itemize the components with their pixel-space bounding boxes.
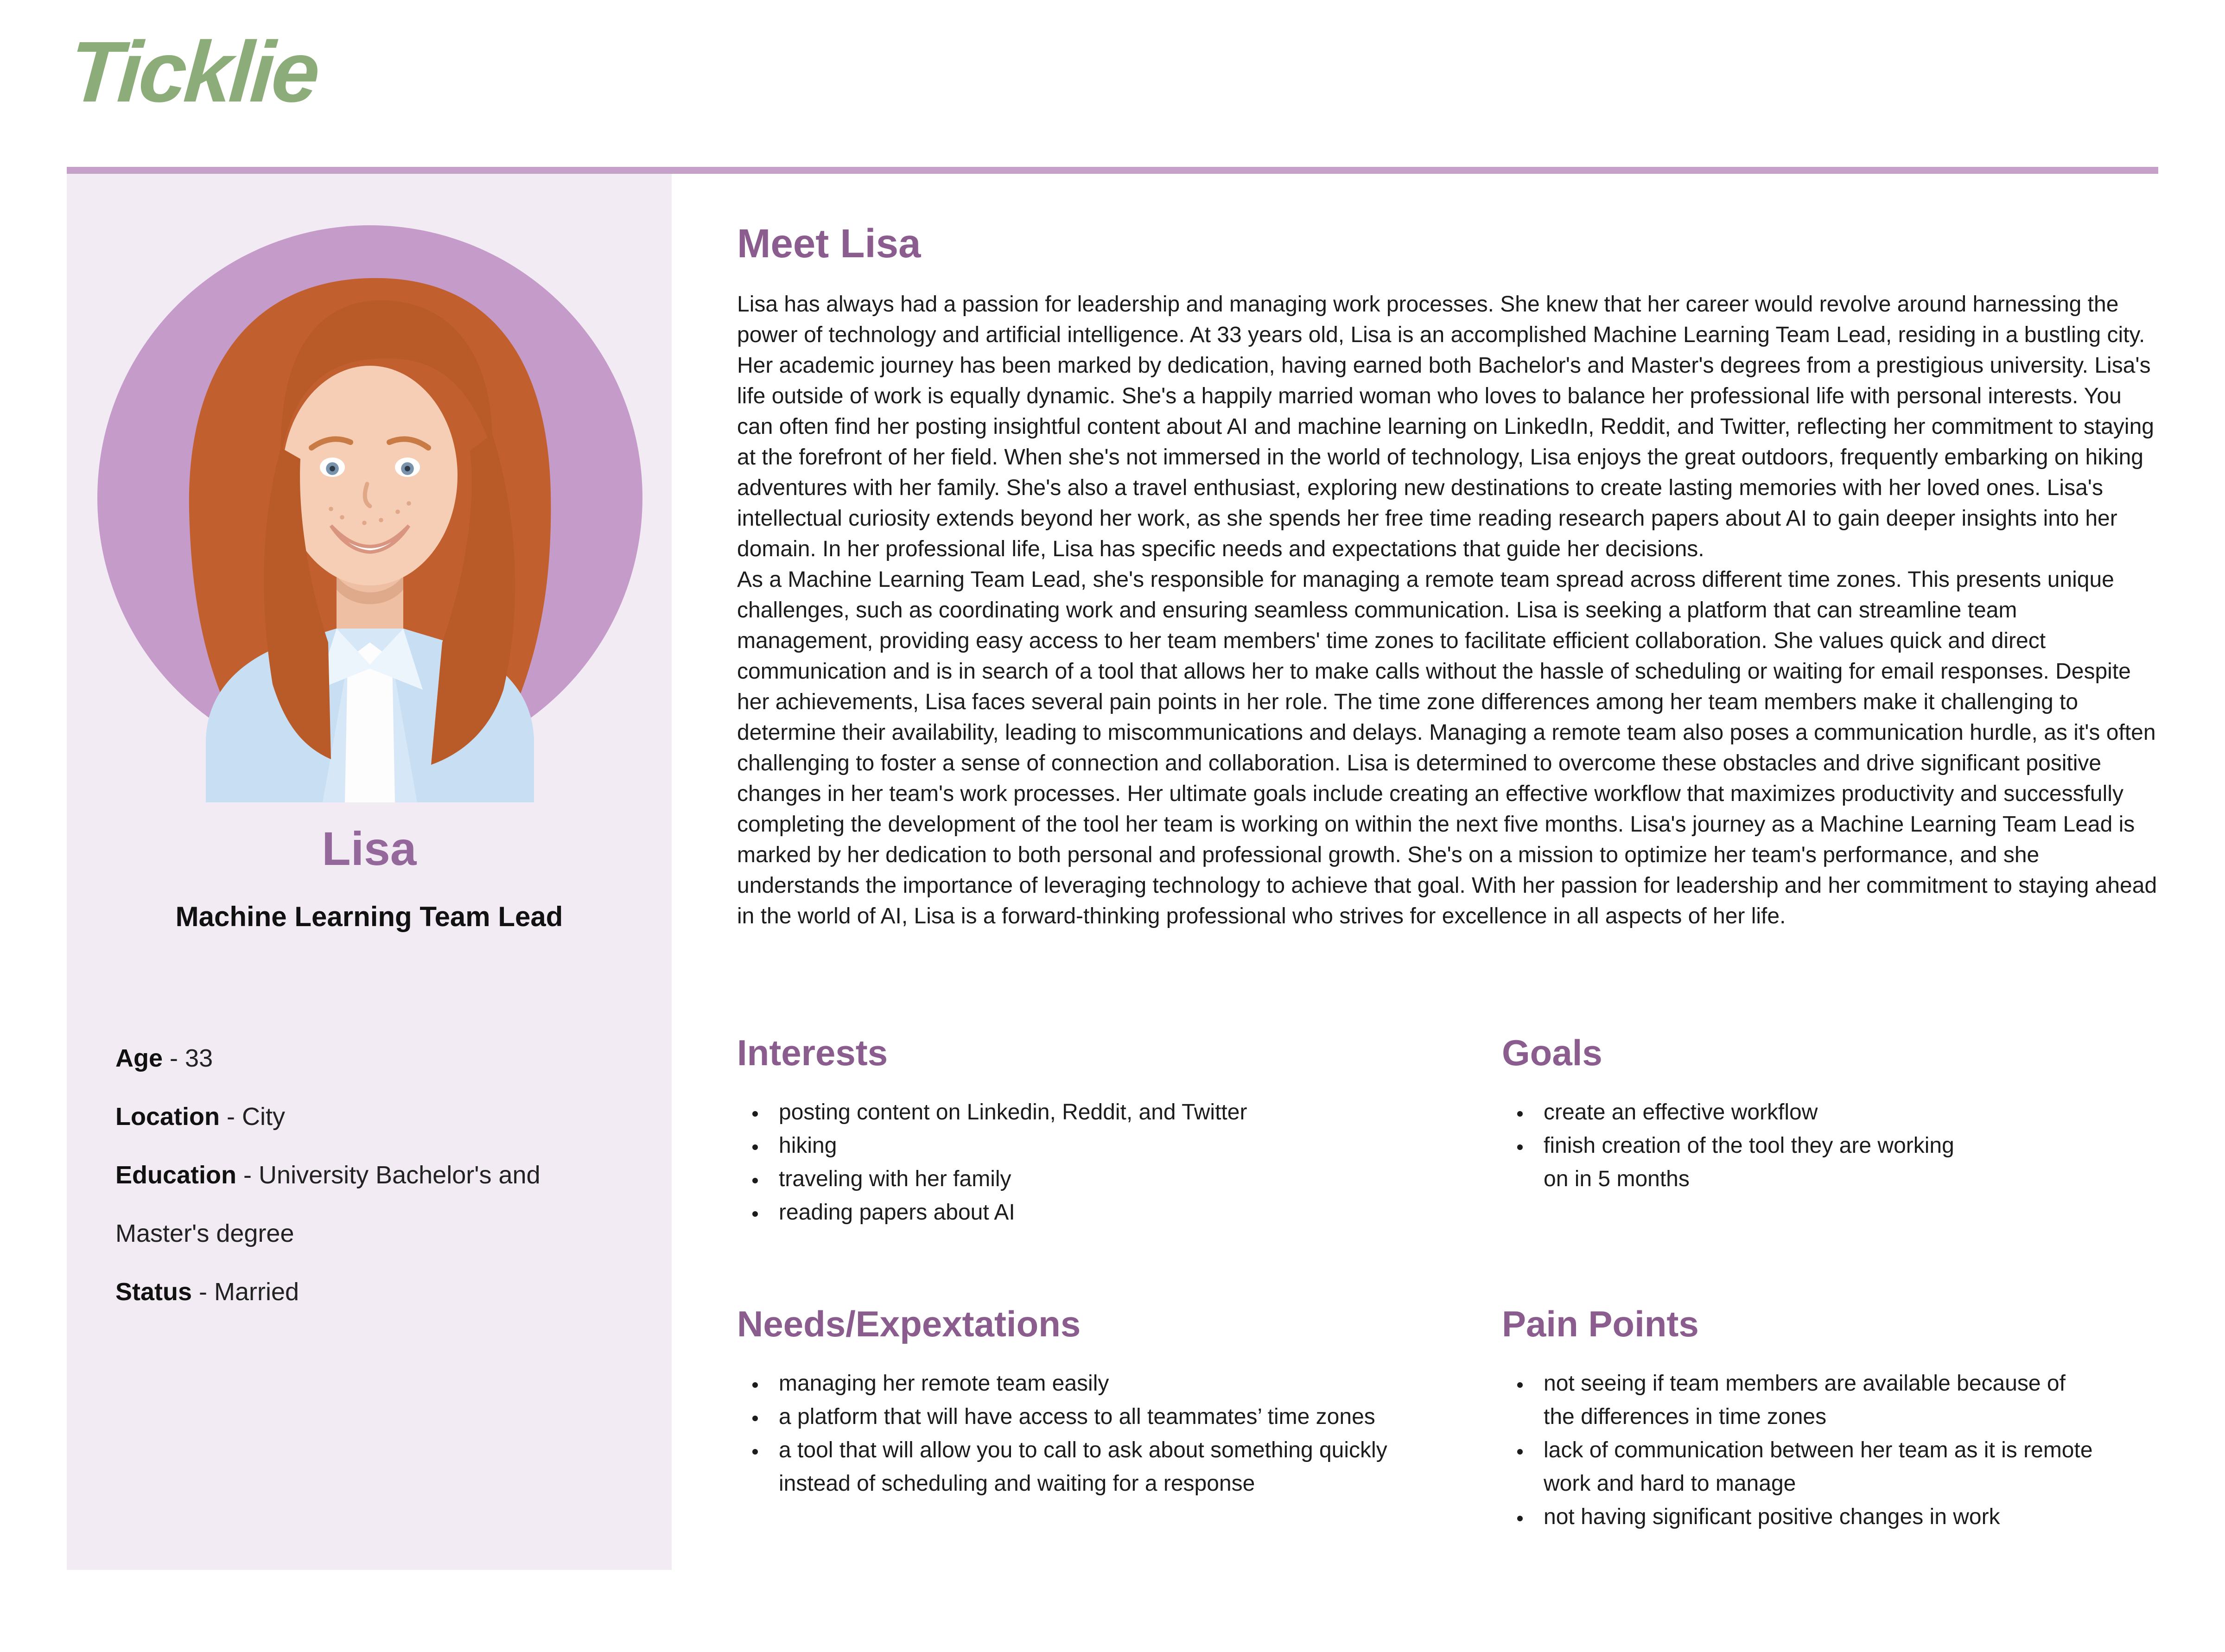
- section-pain-points: [1502, 1303, 2158, 1535]
- list-item: • a platform that will have access to all teammates’ time zones: [773, 1402, 1457, 1435]
- list-item: • reading papers about AI: [773, 1197, 1418, 1231]
- attribute-label: Age: [115, 1044, 163, 1072]
- persona-attributes: [115, 1029, 553, 1321]
- about-title: Meet Lisa: [737, 222, 921, 267]
- attribute-location: [115, 1087, 553, 1146]
- about-paragraph: Lisa has always had a passion for leadership and managing work processes. She knew that her career would revolve around harnessing the power of technology and artificial intelligence. At 33 years old, Lisa is an accomplished Machine Learning Team Lead, residing in a bustling city. Her academic journey has been marked by dedication, having earned both Bachelor's and Master's degrees from a prestigious university. Lisa's life outside of work is equally dynamic. She's a happily married woman who loves to balance her professional life with personal interests. You can often find her posting insightful content about AI and machine learning on LinkedIn, Reddit, and Twitter, reflecting her commitment to staying at the forefront of her field. When she's not immersed in the world of technology, Lisa enjoys the great outdoors, frequently embarking on hiking adventures with her family. She's also a travel enthusiast, exploring new destinations to create lasting memories with her loved ones. Lisa's intellectual curiosity extends beyond her work, as she spends her free time reading research papers about AI to gain deeper insights into her domain. In her professional life, Lisa has specific needs and expectations that guide her decisions.: [737, 293, 2154, 562]
- list-item: • traveling with her family: [773, 1164, 1418, 1197]
- attribute-value: - Married: [192, 1278, 299, 1306]
- list-item: • a tool that will allow you to call to ask about something quickly instead of scheduling and waiting for a response: [773, 1435, 1457, 1502]
- attribute-value: - 33: [163, 1044, 213, 1072]
- section-title: Pain Points: [1502, 1303, 1699, 1345]
- section-title: Needs/Expextations: [737, 1303, 1081, 1345]
- list-item: • not seeing if team members are available because of the differences in time zones: [1538, 1368, 2094, 1435]
- app-logo: Ticklie: [66, 25, 320, 121]
- interests-list: [737, 1097, 1418, 1231]
- attribute-value: - City: [220, 1103, 285, 1131]
- goals-list: [1502, 1097, 1983, 1197]
- attribute-label: Location: [115, 1103, 220, 1131]
- attribute-status: [115, 1263, 553, 1321]
- section-title: Goals: [1502, 1032, 1602, 1074]
- pain-points-list: [1502, 1368, 2094, 1535]
- detail-sections: [737, 1032, 2158, 1535]
- section-title: Interests: [737, 1032, 888, 1074]
- persona-sidebar: [67, 174, 672, 1570]
- attribute-age: [115, 1029, 553, 1087]
- list-item: • create an effective workflow: [1538, 1097, 1983, 1131]
- about-section: [737, 222, 2158, 933]
- section-needs: [737, 1303, 1418, 1535]
- list-item: • finish creation of the tool they are working on in 5 months: [1538, 1131, 1983, 1197]
- persona-role: Machine Learning Team Lead: [175, 902, 563, 933]
- section-goals: [1502, 1032, 2158, 1231]
- persona-name: Lisa: [322, 823, 417, 876]
- attribute-label: Education: [115, 1161, 237, 1189]
- about-paragraph: As a Machine Learning Team Lead, she's responsible for managing a remote team spread across different time zones. This presents unique challenges, such as coordinating work and ensuring seamless communication. Lisa is seeking a platform that can streamline team management, providing easy access to her team members' time zones to facilitate efficient collaboration. She values quick and direct communication and is in search of a tool that allows her to make calls without the hassle of scheduling or waiting for email responses. Despite her achievements, Lisa faces several pain points in her role. The time zone differences among her team members make it challenging to determine their availability, leading to miscommunications and delays. Managing a remote team also poses a communication hurdle, as it's often challenging to foster a sense of connection and collaboration. Lisa is determined to overcome these obstacles and drive significant positive changes in her team's work processes. Her ultimate goals include creating an effective workflow that maximizes productivity and successfully completing the development of the tool her team is working on within the next five months. Lisa's journey as a Machine Learning Team Lead is marked by her dedication to both personal and professional growth. She's on a mission to optimize her team's performance, and she understands the importance of leveraging technology to achieve that goal. With her passion for leadership and her commitment to staying ahead in the world of AI, Lisa is a forward-thinking professional who strives for excellence in all aspects of her life.: [737, 569, 2157, 929]
- list-item: • managing her remote team easily: [773, 1368, 1457, 1402]
- needs-list: [737, 1368, 1457, 1502]
- list-item: • posting content on Linkedin, Reddit, and Twitter: [773, 1097, 1418, 1131]
- attribute-label: Status: [115, 1278, 192, 1306]
- attribute-education: [115, 1146, 553, 1263]
- list-item: • not having significant positive changes in work: [1538, 1502, 2094, 1535]
- section-interests: [737, 1032, 1418, 1231]
- list-item: • hiking: [773, 1131, 1418, 1164]
- attribute-value: - University Bachelor's and Master's degree: [115, 1161, 540, 1247]
- avatar-person: [188, 278, 550, 802]
- avatar-illustration: [77, 225, 661, 802]
- list-item: • lack of communication between her team as it is remote work and hard to manage: [1538, 1435, 2094, 1502]
- header-divider: [67, 167, 2158, 174]
- avatar: [77, 225, 661, 802]
